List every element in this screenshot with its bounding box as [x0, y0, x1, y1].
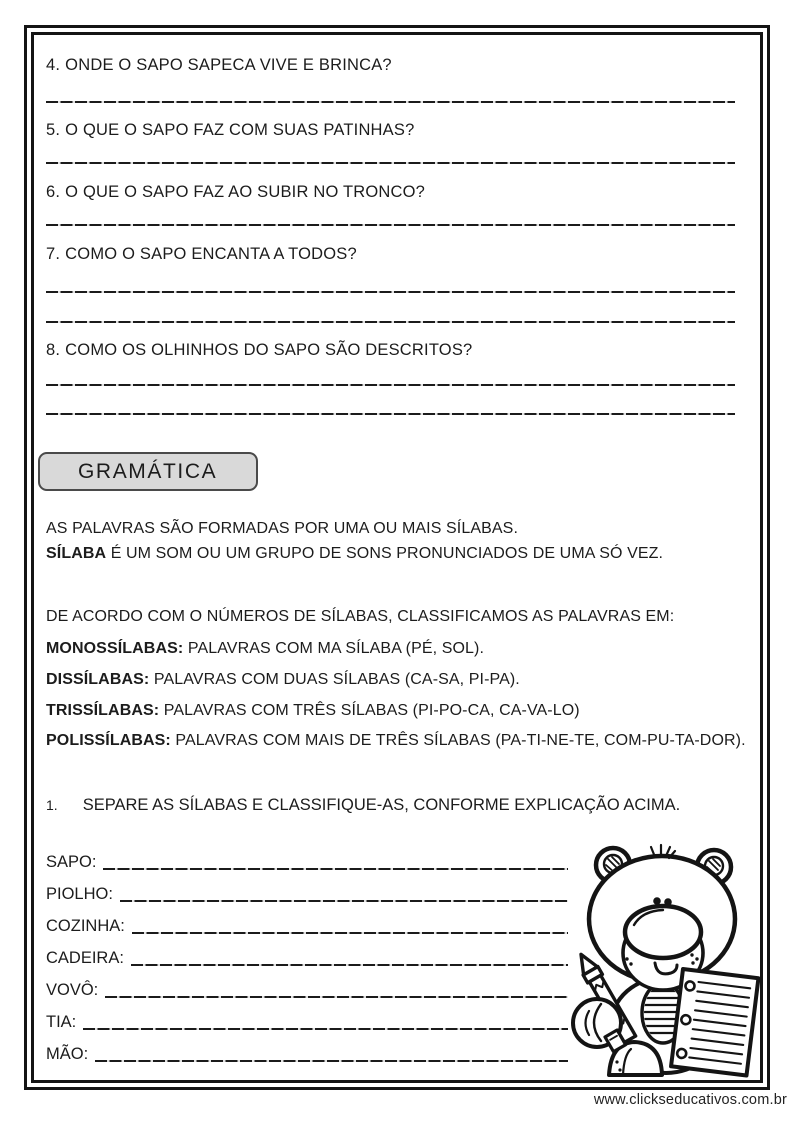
word-row-vovo: [46, 980, 568, 1001]
gramatica-heading-box: [38, 452, 258, 491]
answer-line: [46, 321, 735, 323]
question-8: [46, 339, 472, 361]
question-text: COMO O SAPO ENCANTA A TODOS?: [65, 245, 357, 263]
term-dissilabas: DISSÍLABAS:: [46, 671, 150, 688]
word-label: SAPO:: [46, 853, 97, 871]
definition-polissilabas: POLISSÍLABAS: PALAVRAS COM MAIS DE TRÊS SÍLABAS (PA-TI-NE-TE, COM-PU-TA-DOR).: [46, 732, 746, 749]
answer-line: [46, 413, 735, 415]
question-7: [46, 243, 357, 265]
question-number: 5.: [46, 121, 61, 139]
answer-line: [103, 868, 568, 870]
word-row-cadeira: [46, 948, 568, 969]
question-number: 8.: [46, 341, 61, 359]
term-polissilabas: POLISSÍLABAS:: [46, 732, 171, 749]
question-4: [46, 54, 392, 76]
answer-line: [95, 1060, 568, 1062]
exercise-instruction: 1. SEPARE AS SÍLABAS E CLASSIFIQUE-AS, CONFORME EXPLICAÇÃO ACIMA.: [46, 796, 681, 814]
answer-line: [105, 996, 568, 998]
question-text: O QUE O SAPO FAZ COM SUAS PATINHAS?: [65, 121, 415, 139]
grammar-intro-line-1: AS PALAVRAS SÃO FORMADAS POR UMA OU MAIS SÍLABAS.: [46, 520, 518, 537]
word-label: MÃO:: [46, 1045, 89, 1063]
answer-line: [132, 932, 568, 934]
term-trissilabas: TRISSÍLABAS:: [46, 702, 160, 719]
worksheet-content: [34, 35, 760, 1080]
term-silaba: SÍLABA: [46, 545, 107, 562]
page-border-inner: [31, 32, 763, 1083]
question-number: 4.: [46, 56, 61, 74]
answer-line: [46, 162, 735, 164]
page-border-outer: [24, 25, 770, 1090]
word-label: PIOLHO:: [46, 885, 113, 903]
word-row-tia: [46, 1012, 568, 1033]
answer-line: [83, 1028, 568, 1030]
word-label: CADEIRA:: [46, 949, 124, 967]
question-text: O QUE O SAPO FAZ AO SUBIR NO TRONCO?: [65, 183, 426, 201]
answer-line: [46, 384, 735, 386]
definition-trissilabas: TRISSÍLABAS: PALAVRAS COM TRÊS SÍLABAS (PI-PO-CA, CA-VA-LO): [46, 702, 580, 719]
classification-intro: DE ACORDO COM O NÚMEROS DE SÍLABAS, CLASSIFICAMOS AS PALAVRAS EM:: [46, 608, 675, 625]
word-row-cozinha: [46, 916, 568, 937]
answer-line: [46, 224, 735, 226]
question-6: [46, 181, 425, 203]
term-monossilabas: MONOSSÍLABAS:: [46, 640, 184, 657]
question-5: [46, 119, 414, 141]
definition-monossilabas: MONOSSÍLABAS: PALAVRAS COM MA SÍLABA (PÉ, SOL).: [46, 640, 484, 657]
exercise-number: 1.: [46, 797, 58, 813]
answer-line: [46, 101, 735, 103]
question-number: 7.: [46, 245, 61, 263]
bear-illustration: [571, 841, 763, 1079]
grammar-intro-line-2: SÍLABA É UM SOM OU UM GRUPO DE SONS PRONUNCIADOS DE UMA SÓ VEZ.: [46, 545, 664, 562]
definition-dissilabas: DISSÍLABAS: PALAVRAS COM DUAS SÍLABAS (CA-SA, PI-PA).: [46, 671, 520, 688]
answer-line: [46, 291, 735, 293]
footer-url: www.clickseducativos.com.br: [593, 1092, 787, 1108]
question-text: COMO OS OLHINHOS DO SAPO SÃO DESCRITOS?: [65, 341, 473, 359]
word-row-mao: [46, 1044, 568, 1065]
word-row-sapo: [46, 852, 568, 873]
question-number: 6.: [46, 183, 61, 201]
question-text: ONDE O SAPO SAPECA VIVE E BRINCA?: [65, 56, 392, 74]
word-label: TIA:: [46, 1013, 77, 1031]
word-label: VOVÔ:: [46, 981, 99, 999]
answer-line: [131, 964, 568, 966]
word-label: COZINHA:: [46, 917, 125, 935]
gramatica-heading: GRAMÁTICA: [78, 459, 218, 483]
answer-line: [120, 900, 568, 902]
word-row-piolho: [46, 884, 568, 905]
